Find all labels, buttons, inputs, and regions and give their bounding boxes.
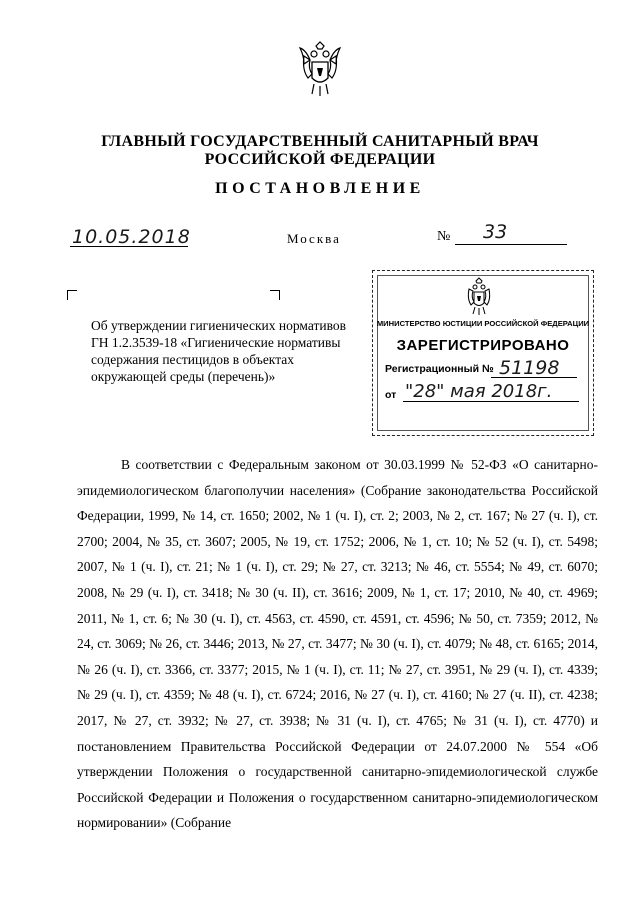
document-number: 33 (483, 221, 508, 243)
stamp-reg-label: Регистрационный № (385, 363, 494, 375)
document-subject: Об утверждении гигиенических нормативов ГН 1.2.3539-18 «Гигиенические нормативы содержания пестицидов в объектах окружающей среды (перечень)» (91, 318, 347, 384)
stamp-registered: ЗАРЕГИСТРИРОВАНО (396, 337, 570, 354)
number-underline (455, 244, 567, 245)
registration-stamp (372, 270, 594, 436)
document-title: ПОСТАНОВЛЕНИЕ (215, 180, 425, 197)
coat-of-arms-emblem (290, 40, 350, 100)
issuer-title-line2: РОССИЙСКОЙ ФЕДЕРАЦИИ (204, 151, 436, 168)
document-city: Москва (287, 231, 341, 246)
stamp-reg-number: 51198 (499, 357, 560, 379)
date-underline (70, 246, 188, 247)
issuer-title-line1: ГЛАВНЫЙ ГОСУДАРСТВЕННЫЙ САНИТАРНЫЙ ВРАЧ (101, 133, 539, 150)
stamp-emblem-icon (459, 277, 499, 317)
subject-bracket-left (67, 290, 77, 300)
stamp-from-label: от (385, 389, 397, 401)
number-sign: № (437, 229, 451, 244)
stamp-ministry: МИНИСТЕРСТВО ЮСТИЦИИ РОССИЙСКОЙ ФЕДЕРАЦИИ (376, 319, 590, 328)
document-date: 10.05.2018 (72, 226, 191, 248)
body-paragraph: В соответствии с Федеральным законом от 30.03.1999 № 52-ФЗ «О санитарно-эпидемиологическом благополучии населения» (Собрание законодательства Российской Федерации, 1999, № 14, ст. 1650; 2002, № 1 (ч. I), ст. 2; 2003, № 2, ст. 167; № 27 (ч. I), ст. 2700; 2004, № 35, ст. 3607; 2005, № 19, ст. 1752; 2006, № 1, ст. 10; № 52 (ч. I), ст. 5498; 2007, № 1 (ч. I), ст. 21; № 1 (ч. I), ст. 29; № 27, ст. 3213; № 46, ст. 5554; № 49, ст. 6070; 2008, № 29 (ч. I), ст. 3418; № 30 (ч. II), ст. 3616; 2009, № 1, ст. 17; 2010, № 40, ст. 4969; 2011, № 1, ст. 6; № 30 (ч. I), ст. 4563, ст. 4590, ст. 4591, ст. 4596; № 50, ст. 7359; 2012, № 24, ст. 3069; № 26, ст. 3446; 2013, № 27, ст. 3477; № 30 (ч. I), ст. 4079; № 48, ст. 6165; 2014, № 26 (ч. I), ст. 3366, ст. 3377; 2015, № 1 (ч. I), ст. 11; № 27, ст. 3951, № 29 (ч. I), ст. 4339; № 29 (ч. I), ст. 4359; № 48 (ч. I), ст. 6724; 2016, № 27 (ч. I), ст. 4160; № 27 (ч. II), ст. 4238; 2017, № 27, ст. 3932; № 27, ст. 3938; № 31 (ч. I), ст. 4765; № 31 (ч. I), ст. 4770) и постановлением Правительства Российской Федерации от 24.07.2000 № 554 «Об утверждении Положения о государственной санитарно-эпидемиологической службе Российской Федерации и Положения о государственном санитарно-эпидемиологическом нормировании» (Собрание (77, 457, 598, 831)
subject-bracket-right (270, 290, 280, 300)
stamp-reg-date: "28" мая 2018г. (405, 381, 553, 402)
stamp-date-underline (403, 401, 579, 402)
stamp-reg-underline (491, 377, 577, 378)
